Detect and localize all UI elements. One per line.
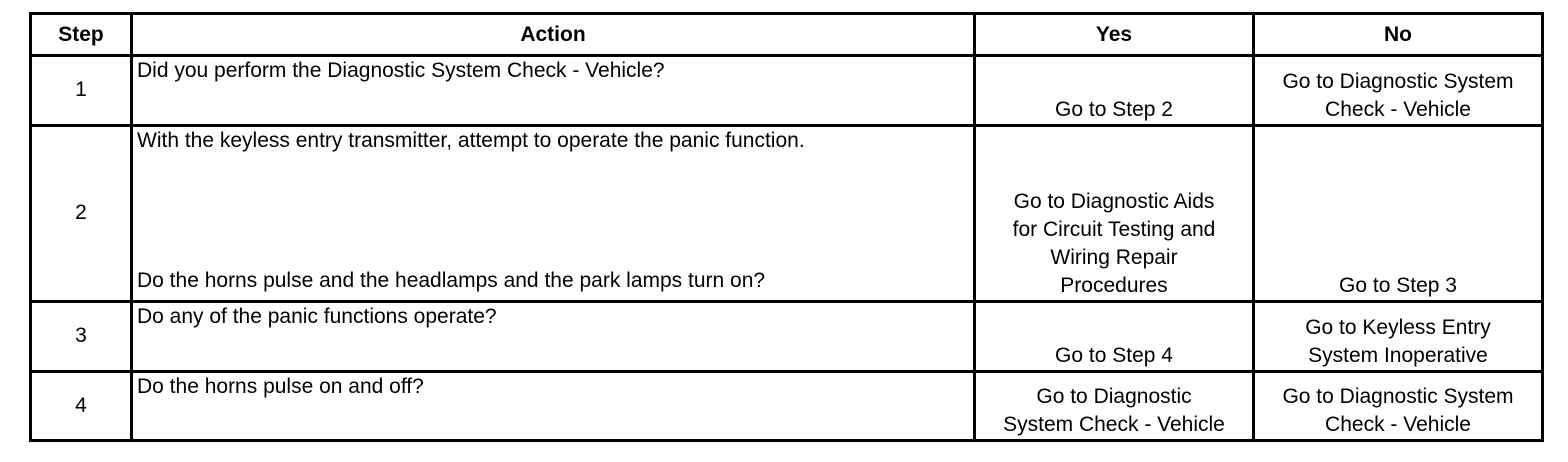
yes-result-line: Go to Diagnostic: [1036, 385, 1192, 408]
yes-result: [975, 125, 1254, 302]
table-row: [31, 125, 1543, 302]
yes-result-line: Wiring Repair: [1050, 246, 1178, 270]
diagnostic-table: [29, 12, 1544, 442]
no-result: [1254, 56, 1543, 125]
yes-result-line: System Check - Vehicle: [1003, 413, 1225, 436]
header-no: No: [1254, 14, 1543, 56]
action-text: Did you perform the Diagnostic System Check - Vehicle?: [132, 56, 975, 125]
no-result-line: Go to Diagnostic System: [1282, 69, 1514, 93]
no-result-line: Check - Vehicle: [1325, 97, 1471, 121]
step-number: 1: [31, 56, 132, 125]
step-number: 2: [31, 125, 132, 302]
no-result-line: Go to Diagnostic System: [1282, 385, 1514, 408]
action-question: Do the horns pulse and the headlamps and the park lamps turn on?: [137, 268, 766, 292]
step-number: 3: [31, 302, 132, 371]
no-result: [1254, 302, 1543, 371]
header-step: Step: [31, 14, 132, 56]
table-row: [31, 371, 1543, 440]
yes-result: Go to Step 2: [975, 56, 1254, 125]
header-action: Action: [132, 14, 975, 56]
yes-result: Go to Step 4: [975, 302, 1254, 371]
yes-result-line: for Circuit Testing and: [1012, 218, 1216, 242]
no-result-line: Check - Vehicle: [1325, 413, 1471, 436]
yes-result-line: Go to Diagnostic Aids: [1013, 190, 1215, 214]
step-number: 4: [31, 371, 132, 440]
no-result: Go to Step 3: [1254, 125, 1543, 302]
no-result-line: System Inoperative: [1308, 343, 1488, 367]
action-text: With the keyless entry transmitter, attempt to operate the panic function.: [137, 128, 805, 152]
header-yes: Yes: [975, 14, 1254, 56]
action-text: Do the horns pulse on and off?: [132, 371, 975, 440]
yes-result: [975, 371, 1254, 440]
table-row: [31, 302, 1543, 371]
yes-result-line: Procedures: [1060, 274, 1168, 298]
action-cell: [132, 125, 975, 302]
action-text: Do any of the panic functions operate?: [132, 302, 975, 371]
header-row: [31, 14, 1543, 56]
table-row: [31, 56, 1543, 125]
no-result-line: Go to Keyless Entry: [1305, 315, 1491, 339]
no-result: [1254, 371, 1543, 440]
